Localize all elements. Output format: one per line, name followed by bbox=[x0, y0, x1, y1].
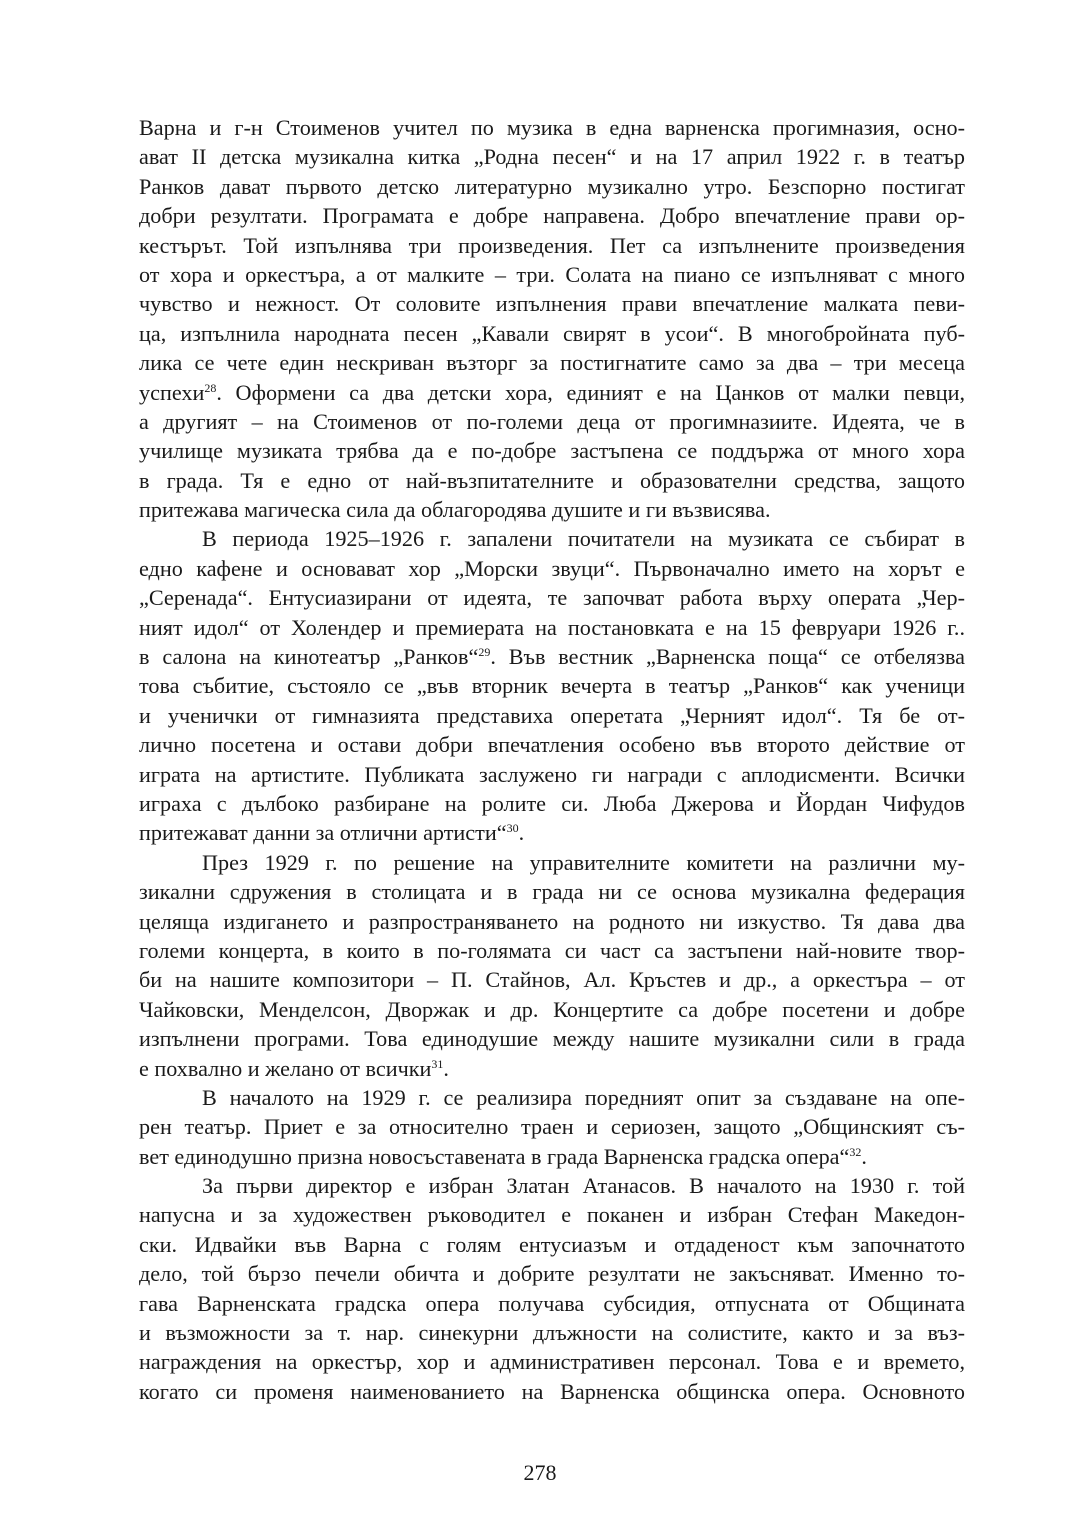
text-line bbox=[139, 319, 965, 348]
text-line-content: играха с дълбоко разбиране на ролите си. Люба Джерова и Йордан Чифудов bbox=[139, 790, 965, 816]
text-line-content: ца, изпълнила народната песен „Кавали свирят в усои“. В многобройната пуб- bbox=[139, 320, 965, 346]
text-line bbox=[139, 613, 965, 642]
text-line bbox=[139, 142, 965, 171]
text-line bbox=[139, 965, 965, 994]
footnote-marker: 30 bbox=[506, 821, 519, 836]
text-line bbox=[139, 289, 965, 318]
text-line bbox=[139, 995, 965, 1024]
footnote-marker: 28 bbox=[204, 380, 217, 395]
text-line-content: гава Варненската градска опера получава субсидия, отпусната от Общината bbox=[139, 1290, 965, 1316]
text-line-content: През 1929 г. по решение на управителните комитети на различни му- bbox=[202, 849, 965, 875]
text-line bbox=[139, 789, 965, 818]
text-line bbox=[139, 1024, 965, 1053]
text-line bbox=[139, 730, 965, 759]
text-line-content: целяща издигането и разпространяването на родното ни изкуство. Тя дава два bbox=[139, 908, 965, 934]
footnote-marker: 31 bbox=[431, 1056, 444, 1071]
text-line-content: напусна и за художествен ръководител е поканен и избран Стефан Македон- bbox=[139, 1202, 965, 1228]
text-line-content: от хора и оркестъра, а от малките – три. Солата на пиано се изпълняват с много bbox=[139, 261, 965, 287]
text-line bbox=[139, 172, 965, 201]
text-line bbox=[139, 407, 965, 436]
text-line bbox=[139, 466, 965, 495]
text-line bbox=[139, 701, 965, 730]
text-line-content: вет единодушно призна новосъставената в града Варненска градска опера“ bbox=[139, 1143, 850, 1169]
text-line-content: ски. Идвайки във Варна с голям ентусиазъм и отдаденост към започнатото bbox=[139, 1231, 965, 1257]
text-line-content: успехи bbox=[139, 379, 205, 405]
text-line bbox=[139, 1318, 965, 1347]
text-line-content: добри резултати. Програмата е добре направена. Добро впечатление прави ор- bbox=[139, 203, 965, 229]
text-line bbox=[139, 848, 965, 877]
text-line bbox=[139, 642, 965, 671]
text-line bbox=[139, 201, 965, 230]
text-line-content: това събитие, състояло се „във вторник вечерта в театър „Ранков“ как ученици bbox=[139, 673, 965, 699]
text-line-content: Чайковски, Менделсон, Дворжак и др. Концертите са добре посетени и добре bbox=[139, 996, 965, 1022]
text-line bbox=[139, 554, 965, 583]
text-line-content: В началото на 1929 г. се реализира поредният опит за създаване на опе- bbox=[202, 1084, 965, 1110]
text-line-content: е похвално и желано от всички bbox=[139, 1055, 432, 1081]
text-line-content: рен театър. Приет е за относително траен и сериозен, защото „Общинският съ- bbox=[139, 1114, 965, 1140]
text-line bbox=[139, 495, 965, 524]
text-line bbox=[139, 524, 965, 553]
text-line bbox=[139, 1230, 965, 1259]
text-line-content: големи концерта, в които в по-голямата си част са застъпени най-новите твор- bbox=[139, 937, 965, 963]
text-line-content: а другият – на Стоименов от по-големи деца от прогимназиите. Идеята, че в bbox=[139, 408, 965, 434]
text-line-content: играта на артистите. Публиката заслужено ги награди с аплодисменти. Всички bbox=[139, 761, 965, 787]
text-line-content: ният идол“ от Холендер и премиерата на постановката е на 15 февруари 1926 г.. bbox=[139, 614, 965, 640]
text-line-content: В периода 1925–1926 г. запалени почитатели на музиката се събират в bbox=[202, 526, 965, 552]
text-line-content: ават II детска музикална китка „Родна песен“ и на 17 април 1922 г. в театър bbox=[139, 144, 965, 170]
text-line-content: би на нашите композитори – П. Стайнов, Ал. Кръстев и др., а оркестъра – от bbox=[139, 967, 965, 993]
footnote-marker: 29 bbox=[478, 645, 491, 660]
text-line bbox=[139, 1142, 965, 1171]
text-line bbox=[139, 1083, 965, 1112]
text-line-content: притежава магическа сила да облагородява душите и ги възвисява. bbox=[139, 497, 771, 523]
text-line bbox=[139, 348, 965, 377]
text-line bbox=[139, 1377, 965, 1406]
text-line-content: дело, той бързо печели обичта и добрите резултати не закъсняват. Именно то- bbox=[139, 1261, 965, 1287]
text-line bbox=[139, 1289, 965, 1318]
text-line bbox=[139, 231, 965, 260]
text-line bbox=[139, 1112, 965, 1141]
text-line-content: едно кафене и основават хор „Морски звуци“. Първоначално името на хорът е bbox=[139, 555, 965, 581]
page-number: 278 bbox=[523, 1460, 557, 1485]
text-line bbox=[139, 1054, 965, 1083]
text-line bbox=[139, 1171, 965, 1200]
text-line-content: училище музиката трябва да е по-добре застъпена се поддържа от много хора bbox=[139, 438, 965, 464]
text-line-content: притежават данни за отлични артисти“ bbox=[139, 820, 507, 846]
text-line bbox=[139, 907, 965, 936]
text-line-content: „Серенада“. Ентусиазирани от идеята, те започват работа върху операта „Чер- bbox=[139, 585, 965, 611]
text-line-continuation: . bbox=[443, 1055, 449, 1081]
text-line-content: и ученички от гимназията представиха оперетата „Черният идол“. Тя бе от- bbox=[139, 702, 965, 728]
text-line-continuation: . bbox=[518, 820, 525, 846]
text-line-content: и възможности за т. нар. синекурни длъжности на солистите, както и за въз- bbox=[139, 1320, 965, 1346]
text-line-content: лика се чете един нескриван възторг за постигнатите само за два – три месеца bbox=[139, 350, 965, 376]
text-line-content: изпълнени програми. Това единодушие между нашите музикални сили в града bbox=[139, 1026, 965, 1052]
text-line bbox=[139, 113, 965, 142]
text-line bbox=[139, 1347, 965, 1376]
text-line bbox=[139, 260, 965, 289]
text-line-content: в салона на кинотеатър „Ранков“ bbox=[139, 644, 479, 670]
text-line-content: За първи директор е избран Златан Атанасов. В началото на 1930 г. той bbox=[202, 1173, 965, 1199]
text-line-content: в града. Тя е едно от най-възпитателните и образователни средства, защото bbox=[139, 467, 965, 493]
text-line bbox=[139, 760, 965, 789]
text-line bbox=[139, 936, 965, 965]
text-line-content: чувство и нежност. От соловите изпълнения прави впечатление малката певи- bbox=[139, 291, 965, 317]
text-line-content: кестърът. Той изпълнява три произведения. Пет са изпълнените произведения bbox=[139, 232, 965, 258]
text-line-continuation: . Във вестник „Варненска поща“ се отбелязва bbox=[490, 644, 965, 670]
text-line-content: Варна и г-н Стоименов учител по музика в една варненска прогимназия, осно- bbox=[139, 115, 965, 140]
text-line-content: награждения на оркестър, хор и административен персонал. Това е и времето, bbox=[139, 1349, 965, 1375]
text-line-continuation: . Оформени са два детски хора, единият е на Цанков от малки певци, bbox=[216, 379, 965, 405]
text-line-content: лично посетена и остави добри впечатления особено във второто действие от bbox=[139, 732, 965, 758]
text-line bbox=[139, 877, 965, 906]
text-line bbox=[139, 1200, 965, 1229]
text-line-content: зикални сдружения в столицата и в града ни се основа музикална федерация bbox=[139, 879, 965, 905]
text-line bbox=[139, 818, 965, 847]
text-line-content: когато си променя наименованието на Варненска общинска опера. Основното bbox=[139, 1378, 965, 1404]
text-line-continuation: . bbox=[861, 1143, 867, 1169]
text-line bbox=[139, 583, 965, 612]
text-line bbox=[139, 378, 965, 407]
footnote-marker: 32 bbox=[849, 1144, 862, 1159]
text-line-content: Ранков дават първото детско литературно музикално утро. Безспорно постигат bbox=[139, 173, 965, 199]
text-line bbox=[139, 671, 965, 700]
text-line bbox=[139, 1259, 965, 1288]
page-body bbox=[139, 113, 965, 1406]
text-line bbox=[139, 436, 965, 465]
